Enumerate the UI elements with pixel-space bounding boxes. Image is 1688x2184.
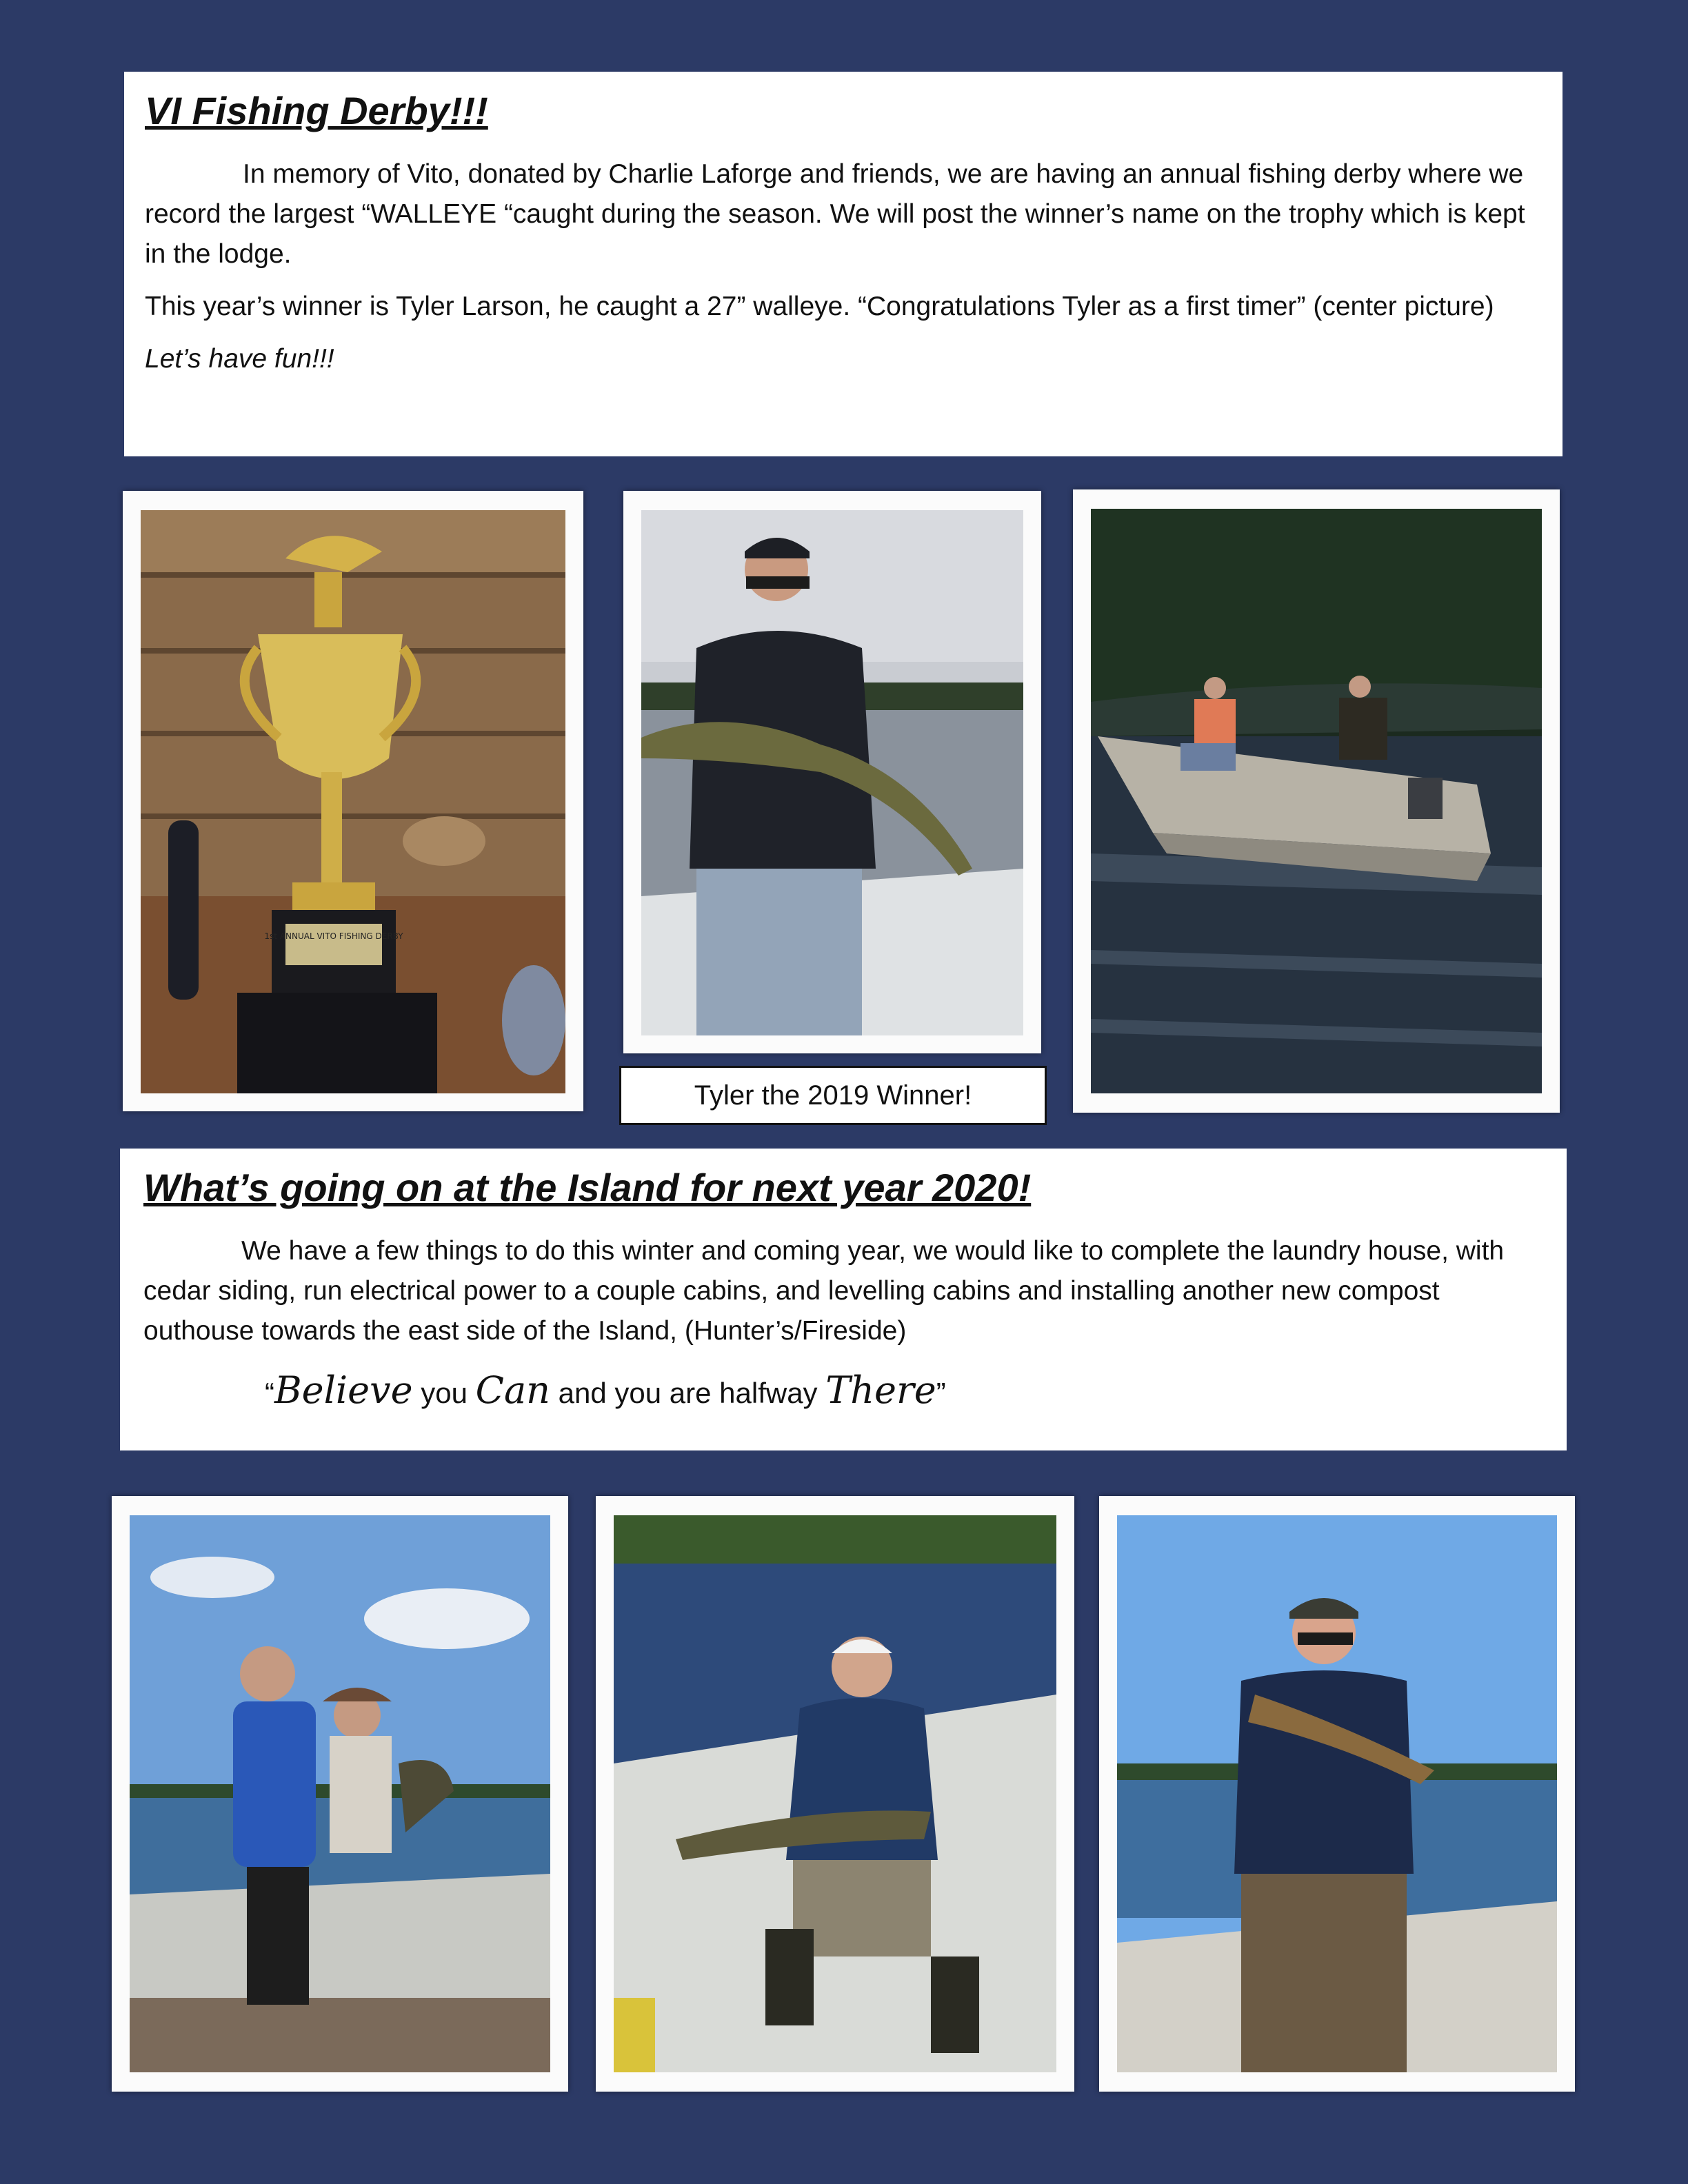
quote-text-1: you <box>412 1377 476 1409</box>
next-year-title: What’s going on at the Island for next year 2020! <box>143 1166 1032 1209</box>
fishing-derby-title: VI Fishing Derby!!! <box>145 89 488 132</box>
quote-text-2: and you are halfway <box>550 1377 826 1409</box>
trophy-photo <box>123 491 583 1111</box>
man-with-pike-photo <box>596 1496 1074 2092</box>
quote-close-mark: ” <box>936 1377 946 1409</box>
fishing-derby-panel <box>124 72 1563 456</box>
fishing-derby-winner-text: This year’s winner is Tyler Larson, he caught a 27” walleye. “Congratulations Tyler as a first timer” (center picture) <box>145 292 1494 321</box>
man-with-trout-photo <box>1099 1496 1575 2092</box>
quote-word-can: Can <box>475 1368 550 1412</box>
fishing-derby-intro: In memory of Vito, donated by Charlie Laforge and friends, we are having an annual fishing derby where we record the largest “WALLEYE “caught during the season. We will post the winner’s name on the trophy which is kept in the lodge. <box>145 159 1525 269</box>
boy-and-man-fishing-photo <box>112 1496 568 2092</box>
trophy-plate-text: 1st ANNUAL VITO FISHING DERBY <box>264 931 403 941</box>
next-year-plans: We have a few things to do this winter and coming year, we would like to complete the laundry house, with cedar siding, run electrical power to a couple cabins, and levelling cabins and installing another new compost outhouse towards the east side of the Island, (Hunter’s/Fireside) <box>143 1236 1505 1346</box>
quote-word-there: There <box>825 1368 936 1412</box>
boat-fishing-photo <box>1073 489 1560 1113</box>
quote-word-believe: Believe <box>274 1368 413 1412</box>
quote-open-mark: “ <box>265 1377 274 1409</box>
next-year-panel <box>120 1149 1567 1450</box>
motivational-quote <box>265 1366 1543 1417</box>
winner-photo-caption: Tyler the 2019 Winner! <box>619 1066 1047 1125</box>
fishing-derby-closing: Let’s have fun!!! <box>145 344 334 374</box>
winner-photo <box>623 491 1041 1053</box>
